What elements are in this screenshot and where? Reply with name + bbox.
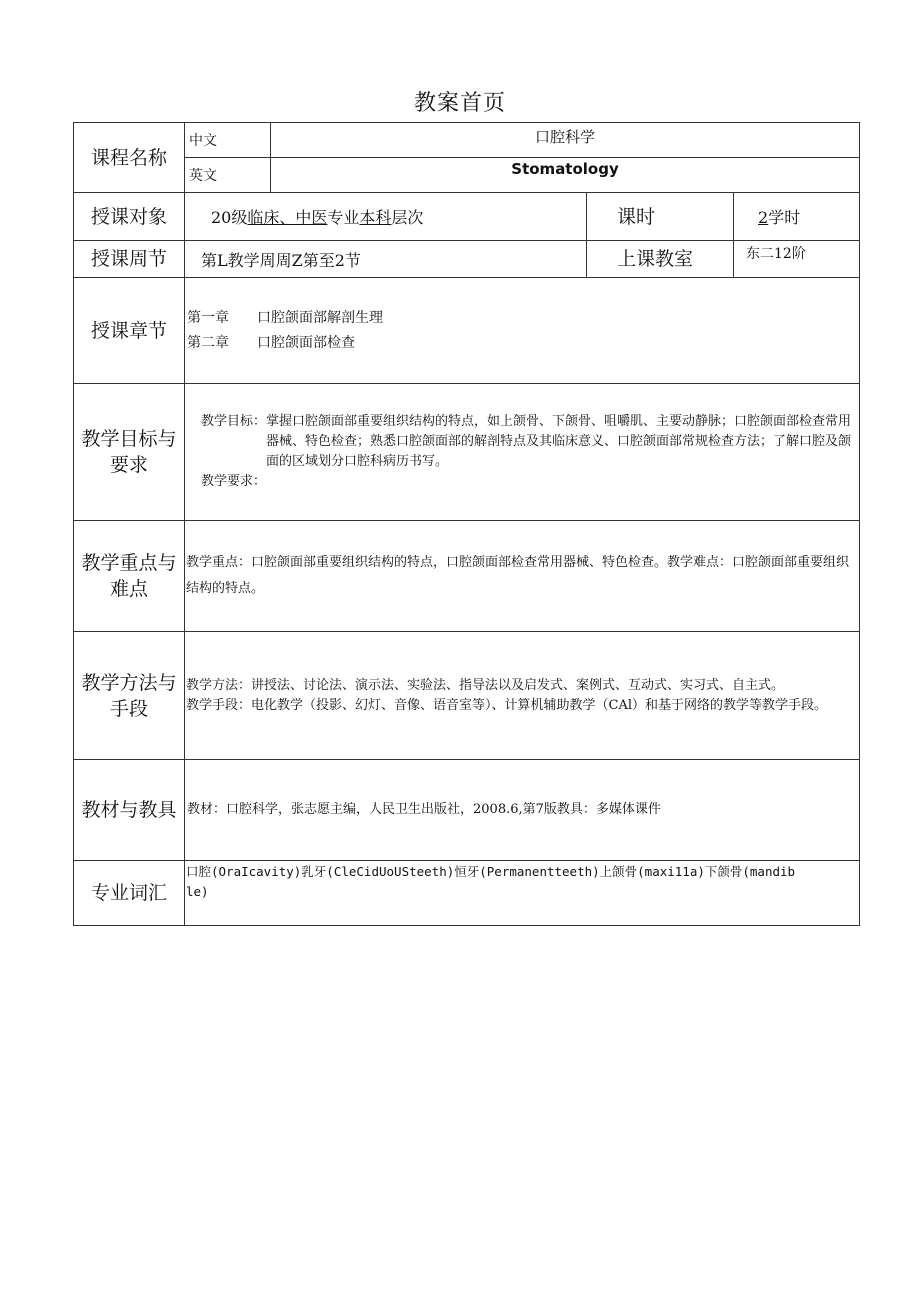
chapter-item: 第二章 口腔颌面部检查 [187, 334, 355, 351]
audience-row [74, 193, 860, 241]
course-row-cn [74, 123, 860, 158]
en-label: 英文 [185, 158, 271, 193]
schedule-row [74, 241, 860, 278]
audience-value: 20级临床、中医专业本科层次 [185, 193, 587, 241]
classroom-label: 上课教室 [587, 241, 734, 278]
hours-value: 2学时 [734, 193, 860, 241]
course-name-label: 课程名称 [74, 123, 185, 193]
audience-level: 本科 [359, 208, 392, 227]
chapters-list [185, 278, 860, 384]
key-points-row [74, 521, 860, 632]
materials-label: 教材与教具 [74, 760, 185, 861]
schedule-label: 授课周节 [74, 241, 185, 278]
objectives-content [185, 384, 860, 521]
means-text: 教学手段：电化教学（投影、幻灯、音像、语音室等）、计算机辅助教学（CAl）和基于网络的教学等教学手段。 [186, 697, 827, 713]
course-en-value: Stomatology [271, 158, 860, 193]
methods-content [185, 632, 860, 760]
vocab-text: 口腔(OraIcavity)乳牙(CleCidUoUSteeth)恒牙(Permanentteeth)上颌骨(maxi11a)下颌骨(mandible) [185, 861, 860, 926]
key-points-text: 教学重点：口腔颌面部重要组织结构的特点，口腔颌面部检查常用器械、特色检查。教学难点：口腔颌面部重要组织结构的特点。 [185, 521, 860, 632]
audience-major: 临床、中医 [247, 208, 328, 227]
objectives-row [74, 384, 860, 521]
lesson-plan-table [73, 122, 860, 926]
course-row-en [74, 158, 860, 193]
audience-label: 授课对象 [74, 193, 185, 241]
materials-row [74, 760, 860, 861]
methods-label: 教学方法与手段 [74, 632, 185, 760]
hours-label: 课时 [587, 193, 734, 241]
course-cn-value: 口腔科学 [271, 123, 860, 158]
objectives-label: 教学目标与要求 [74, 384, 185, 521]
chapters-label: 授课章节 [74, 278, 185, 384]
materials-text: 教材：口腔科学，张志愿主编，人民卫生出版社，2008.6,第7版教具：多媒体课件 [185, 760, 860, 861]
chapters-row [74, 278, 860, 384]
key-points-label: 教学重点与难点 [74, 521, 185, 632]
methods-row [74, 632, 860, 760]
chapter-item: 第一章 口腔颌面部解剖生理 [187, 309, 383, 326]
vocab-label: 专业词汇 [74, 861, 185, 926]
vocab-row [74, 861, 860, 926]
requirement-label: 教学要求： [201, 474, 267, 489]
schedule-value: 第L教学周周Z第至2节 [185, 241, 587, 278]
cn-label: 中文 [185, 123, 271, 158]
page-title: 教案首页 [413, 91, 506, 116]
classroom-value: 东二12阶 [734, 241, 860, 278]
goal-text: 掌握口腔颌面部重要组织结构的特点，如上颌骨、下颌骨、咀嚼肌、主要动静脉；口腔颌面部检查常用器械、特色检查；熟悉口腔颌面部的解剖特点及其临床意义、口腔颌面部常规检查方法；了解口腔及颌面的区域划分口腔科病历书写。 [266, 414, 852, 469]
methods-text: 教学方法：讲授法、讨论法、演示法、实验法、指导法以及启发式、案例式、互动式、实习式、自主式。 [186, 677, 785, 693]
goal-label: 教学目标： [201, 414, 267, 429]
